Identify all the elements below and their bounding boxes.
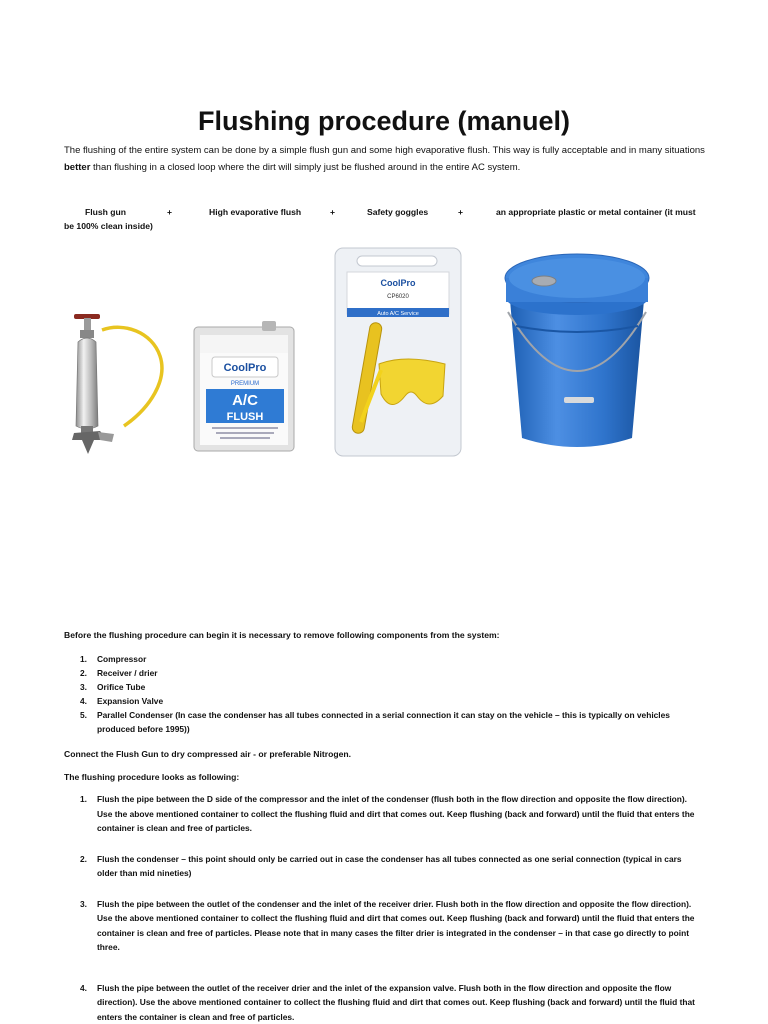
procedure-heading: The flushing procedure looks as following: [64, 772, 240, 782]
container-label: an appropriate plastic or metal container (it must [496, 207, 696, 217]
plastic-container-image [500, 250, 655, 460]
list-text: Flush the pipe between the outlet of the receiver drier and the inlet of the expansion valve. Flush both in the flow direction and opposite the flow direction). Use the above mentioned container to collect the flushing fluid and dirt that comes out. Keep flushing (back and forward) until the fluid that enters the container is clean and free of particles. [97, 982, 695, 1022]
list-number: 5. [80, 710, 87, 720]
list-text: Parallel Condenser (In case the condenser has all tubes connected in a serial connection it can stay on the vehicle – this is typically on vehicles produced before 1995)) [97, 710, 670, 734]
list-item [64, 666, 704, 680]
intro-emphasis: better [64, 162, 91, 173]
can-title-line2: FLUSH [226, 411, 264, 423]
ac-flush-can-image [190, 321, 298, 453]
components-list [64, 652, 704, 736]
list-number: 3. [80, 682, 87, 692]
can-sub-label: PREMIUM [230, 381, 260, 387]
list-item [64, 897, 704, 955]
list-text: Flush the pipe between the outlet of the condenser and the inlet of the receiver drier. Flush both in the flow direction and opposite the flow direction). Use the above mentioned container to collect the flushing fluid and dirt that comes out. Keep flushing (back and forward) until the fluid that enters the container is clean and free of particles. Please note that in many cases the filter drier is integrated in the condenser – in that case go directly to point three. [97, 898, 695, 952]
list-item [64, 652, 704, 666]
connect-instruction: Connect the Flush Gun to dry compressed air - or preferable Nitrogen. [64, 749, 351, 759]
kit-code-text: CP6020 [387, 294, 409, 300]
list-item [64, 680, 704, 694]
plus-sign: + [458, 207, 464, 217]
list-number: 2. [80, 668, 87, 678]
intro-paragraph [64, 142, 714, 176]
kit-strip-text: Auto A/C Service [377, 311, 419, 317]
list-item [64, 792, 704, 836]
flush-label: High evaporative flush [209, 207, 302, 217]
can-title-line1: A/C [232, 392, 258, 409]
procedure-steps [64, 792, 704, 1024]
flush-gun-label: Flush gun [85, 207, 127, 217]
list-number: 1. [80, 794, 87, 804]
list-text: Expansion Valve [97, 696, 164, 706]
list-text: Flush the pipe between the D side of the compressor and the inlet of the condenser (flush both in the flow direction and opposite the flow direction). Use the above mentioned container to collect the flushing fluid and dirt that comes out. Keep flushing (back and forward) until the fluid that enters the container is clean and free of particles. [97, 794, 695, 833]
plus-sign: + [167, 207, 173, 217]
list-text: Orifice Tube [97, 682, 146, 692]
list-text: Receiver / drier [97, 668, 158, 678]
components-heading: Before the flushing procedure can begin it is necessary to remove following components from the system: [64, 630, 500, 640]
safety-goggles-kit-image [333, 246, 463, 458]
list-item [64, 694, 704, 708]
list-number: 1. [80, 654, 87, 664]
brand-logo-text: CoolPro [223, 362, 267, 374]
list-number: 3. [80, 898, 87, 909]
list-text: Compressor [97, 654, 147, 664]
intro-text-end: than flushing in a closed loop where the dirt will simply just be flushed around in the entire AC system. [90, 162, 521, 173]
list-item [64, 981, 704, 1024]
goggles-label: Safety goggles [367, 207, 429, 217]
kit-brand-text: CoolPro [380, 278, 416, 288]
intro-text: The flushing of the entire system can be done by a simple flush gun and some high evaporative flush. This way is fully acceptable and in many situations [64, 145, 705, 156]
flush-gun-image [64, 308, 176, 458]
list-number: 4. [80, 982, 87, 993]
container-label-continued: be 100% clean inside) [64, 221, 153, 231]
list-number: 4. [80, 696, 87, 706]
list-text: Flush the condenser – this point should only be carried out in case the condenser has all tubes connected as one serial connection (typical in cars older than mid nineties) [97, 853, 682, 878]
list-item [64, 708, 704, 736]
plus-sign: + [330, 207, 336, 217]
page-title: Flushing procedure (manuel) [197, 106, 571, 137]
list-item [64, 852, 704, 881]
list-number: 2. [80, 853, 87, 864]
